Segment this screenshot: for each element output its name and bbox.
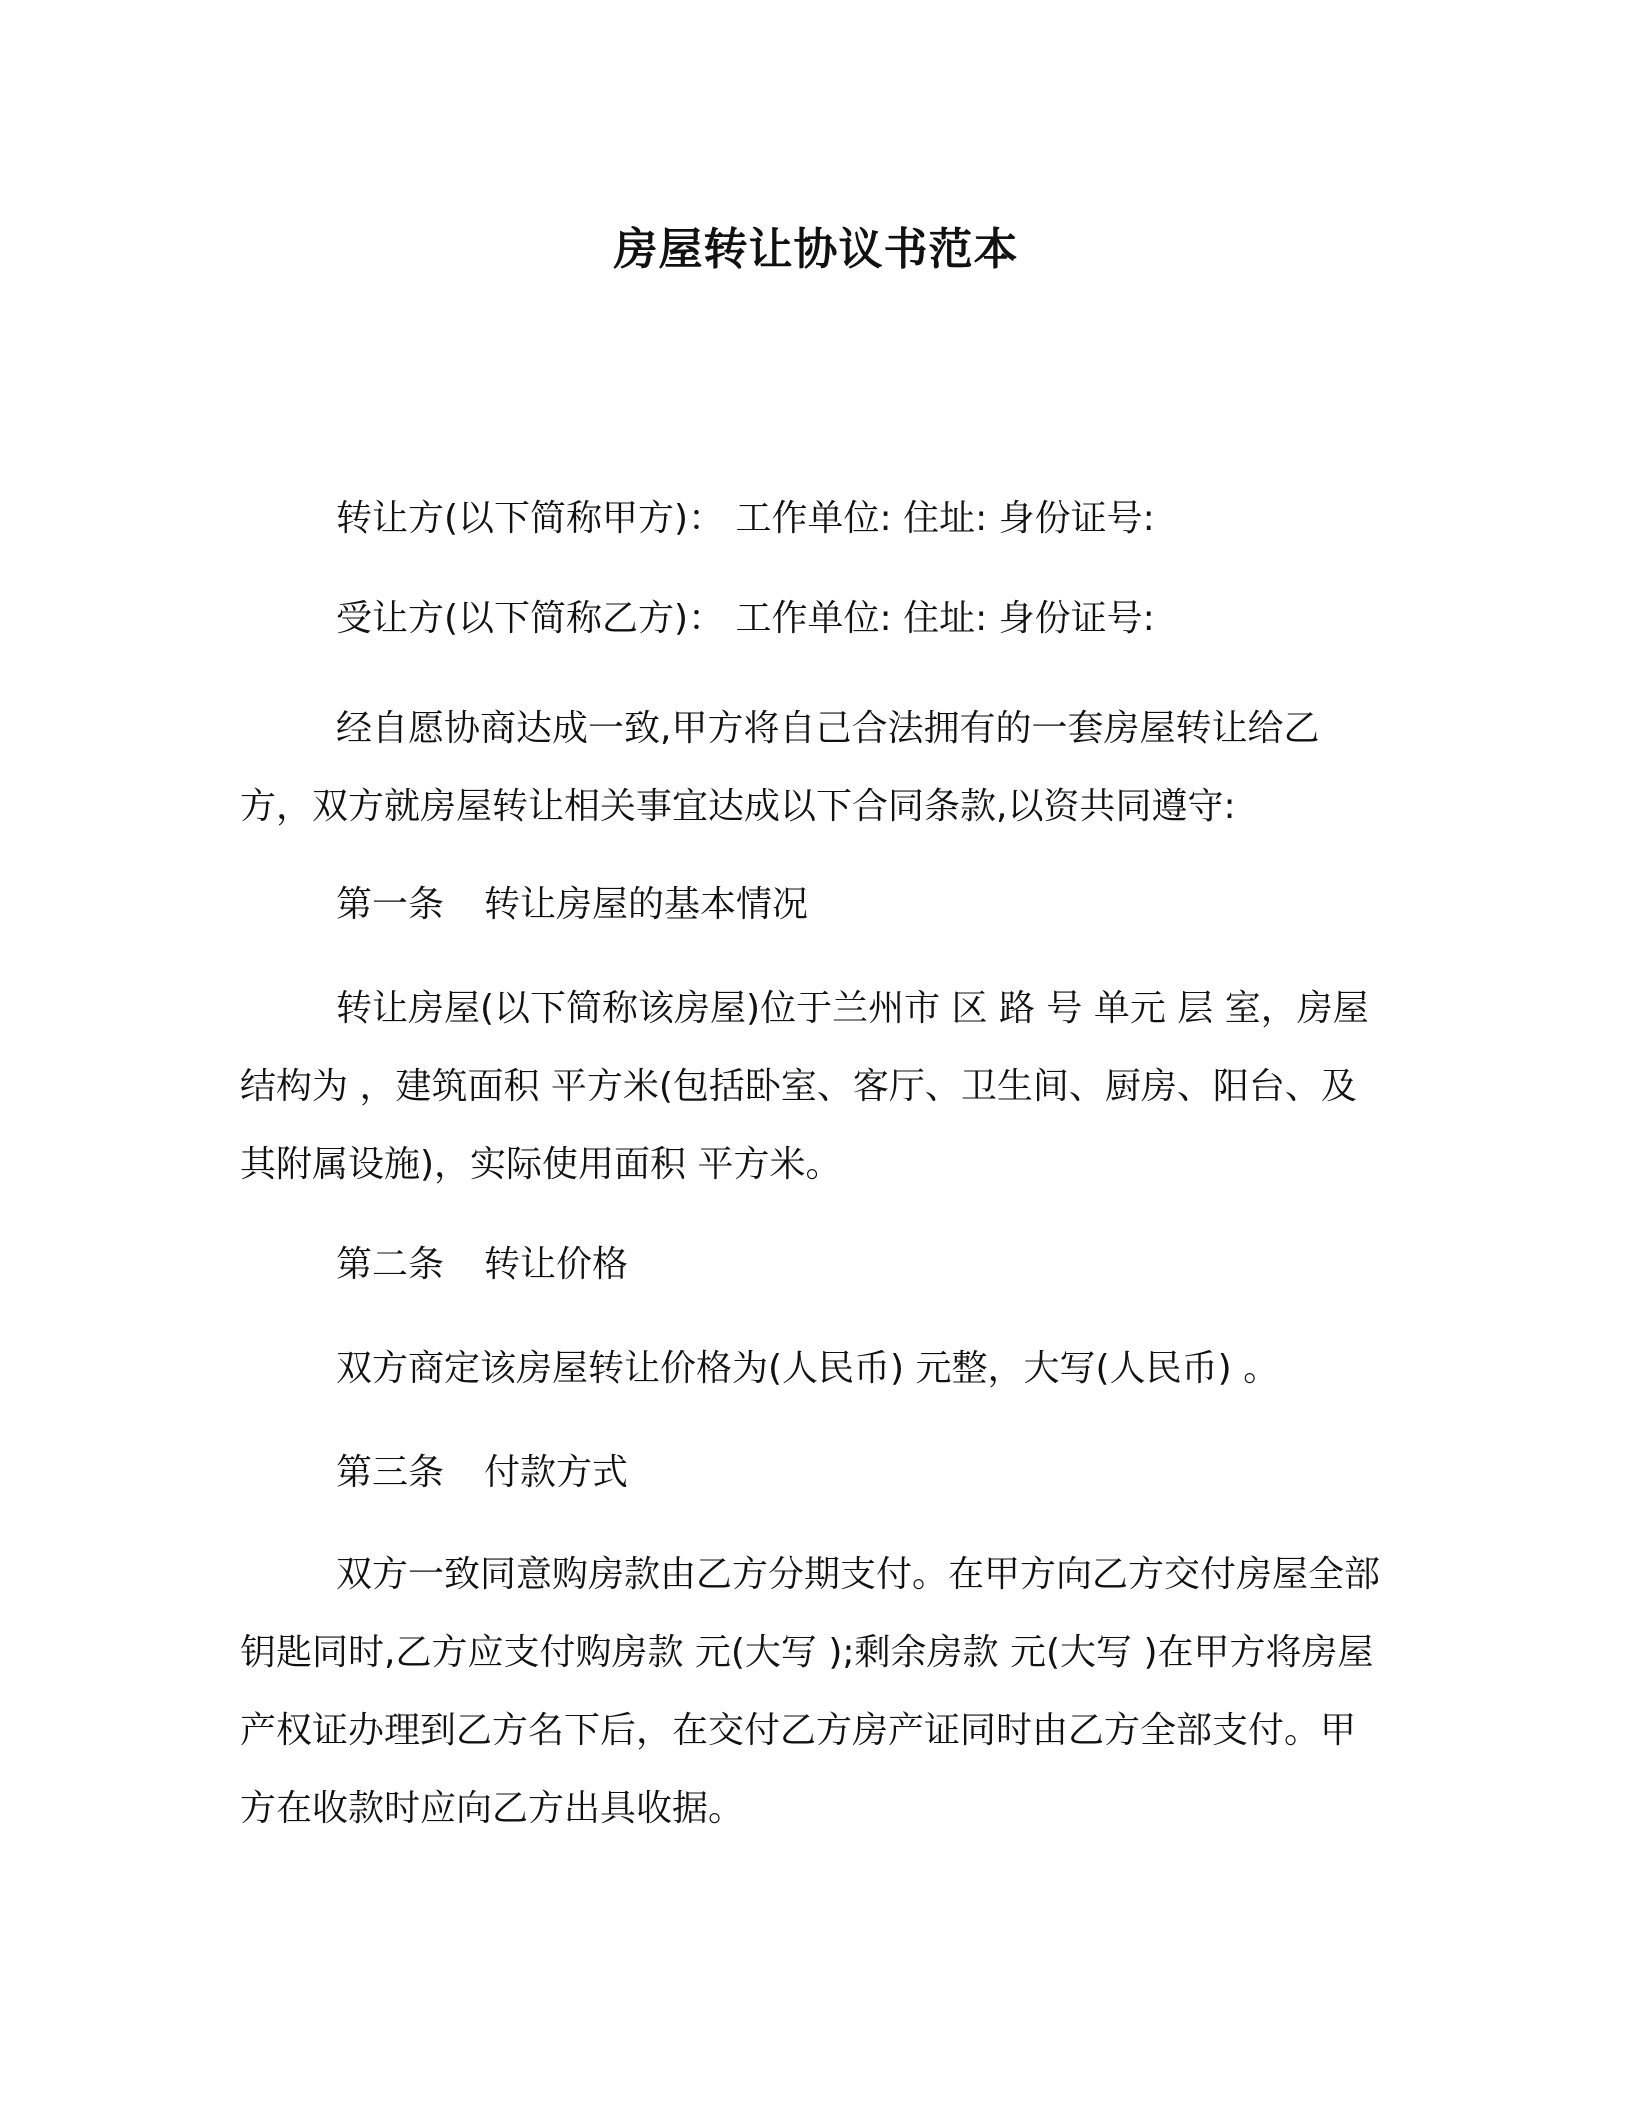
preamble-paragraph: 经自愿协商达成一致,甲方将自己合法拥有的一套房屋转让给乙方，双方就房屋转让相关事宜达成以下合同条款,以资共同遵守: — [240, 708, 1320, 827]
article-3-heading — [240, 1434, 1390, 1512]
transferee-line: 受让方(以下简称乙方)： 工作单位: 住址: 身份证号: — [336, 598, 1155, 639]
article-1-number: 第一条 — [336, 884, 445, 925]
article-3-body: 双方一致同意购房款由乙方分期支付。在甲方向乙方交付房屋全部钥匙同时,乙方应支付购房款 元(大写 );剩余房款 元(大写 )在甲方将房屋产权证办理到乙方名下后，在交付乙方房产证同时由乙方全部支付。甲方在收款时应向乙方出具收据。 — [240, 1554, 1381, 1829]
article-2-body: 双方商定该房屋转让价格为(人民币) 元整，大写(人民币) 。 — [336, 1348, 1280, 1389]
article-2-heading — [240, 1226, 1390, 1304]
article-1-heading — [240, 866, 1390, 944]
document-title: 房屋转让协议书范本 — [613, 224, 1019, 275]
article-2-title: 转让价格 — [484, 1244, 629, 1285]
article-3-number: 第三条 — [336, 1452, 445, 1493]
article-3-title: 付款方式 — [484, 1452, 629, 1493]
article-1-title: 转让房屋的基本情况 — [484, 884, 809, 925]
article-2-number: 第二条 — [336, 1244, 445, 1285]
article-1-body: 转让房屋(以下简称该房屋)位于兰州市 区 路 号 单元 层 室，房屋结构为 ，建筑面积 平方米(包括卧室、客厅、卫生间、厨房、阳台、及其附属设施)，实际使用面积 平方米。 — [240, 988, 1369, 1185]
transferor-line: 转让方(以下简称甲方)： 工作单位: 住址: 身份证号: — [336, 498, 1155, 539]
